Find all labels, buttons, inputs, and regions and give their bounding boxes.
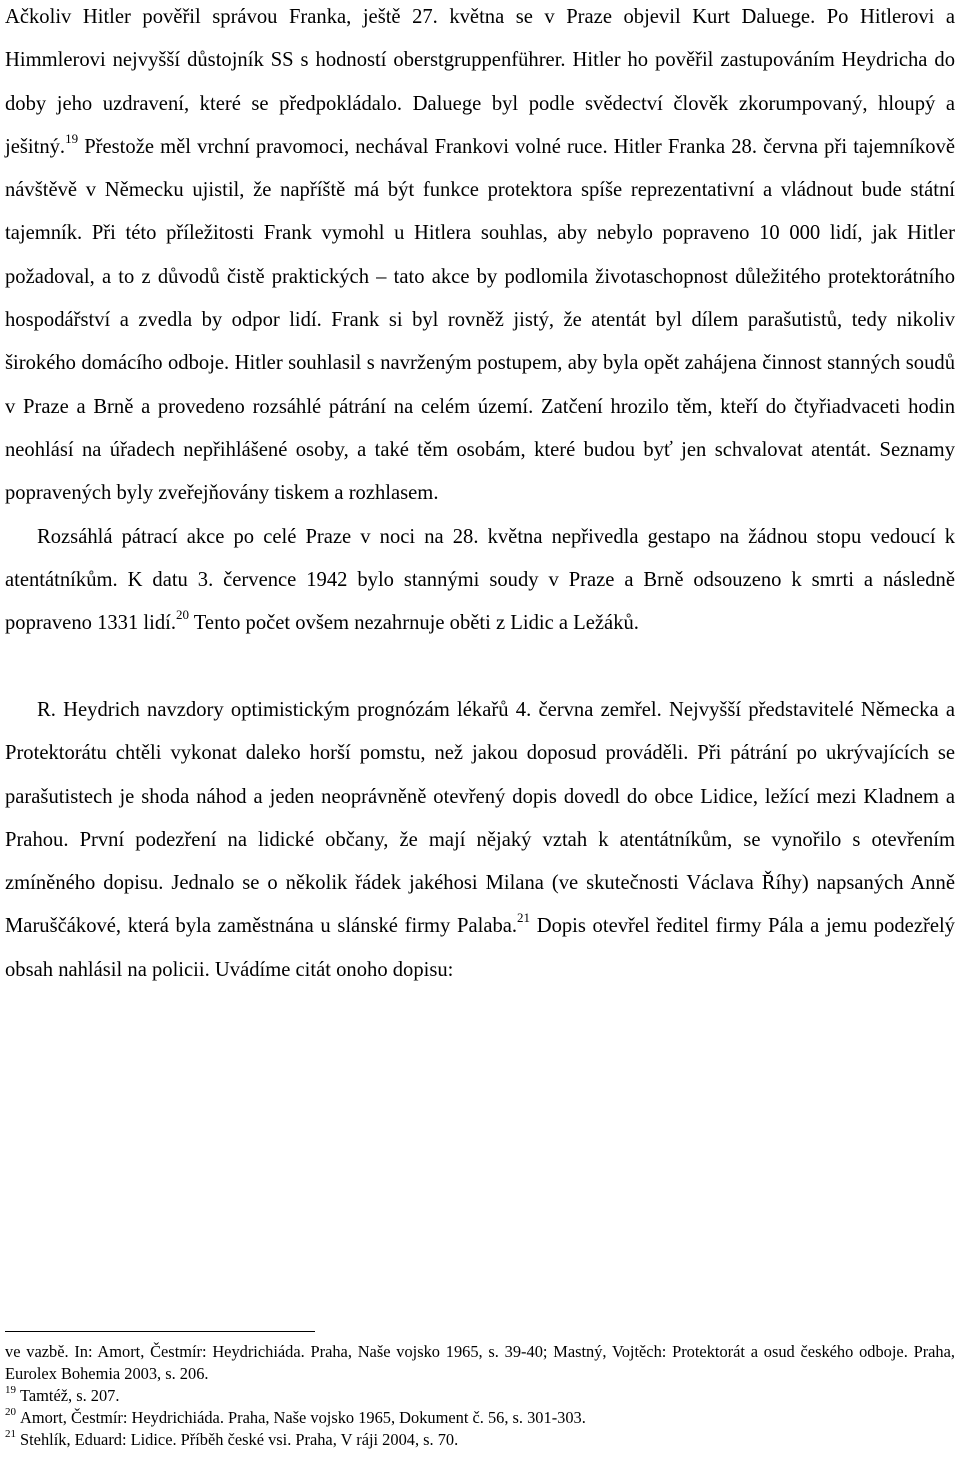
document-page: [5, 0, 955, 992]
footnote-ref-21[interactable]: 21: [517, 910, 531, 926]
footnote-number: 19: [5, 1384, 16, 1396]
paragraph-text: R. Heydrich navzdory optimistickým prognózám lékařů 4. června zemřel. Nejvyšší představitelé Německa a Protektorátu chtěli vykonat daleko horší pomstu, než jakou doposud prováděli. Při pátrání po ukrývajících se parašutistech je shoda náhod a jeden neoprávněně otevřený dopis dovedl do obce Lidice, ležící mezi Kladnem a Prahou. První podezření na lidické občany, že mají nějaký vztah k atentátníkům, se vynořilo s otevřením zmíněného dopisu. Jednalo se o několik řádek jakéhosi Milana (ve skutečnosti Václava Říhy) napsaných Anně Maruščákové, která byla zaměstnána u slánské firmy Palaba.: [5, 698, 955, 938]
footnote-text: Tamtéž, s. 207.: [20, 1386, 120, 1405]
footnote-21: [5, 1429, 955, 1451]
paragraph-text: Rozsáhlá pátrací akce po celé Praze v noci na 28. května nepřivedla gestapo na žádnou stopu vedoucí k atentátníkům. K datu 3. července 1942 bylo stannými soudy v Praze a Brně odsouzeno k smrti a následně popraveno 1331 lidí.: [5, 525, 955, 635]
footnote-20: [5, 1407, 955, 1429]
footnote-text: Amort, Čestmír: Heydrichiáda. Praha, Naše vojsko 1965, Dokument č. 56, s. 301-303.: [20, 1408, 586, 1427]
paragraph-text: Přestože měl vrchní pravomoci, nechával Frankovi volné ruce. Hitler Franka 28. června při tajemníkově návštěvě v Německu ujistil, že napříště má být funkce protektora spíše reprezentativní a vládnout bude státní tajemník. Při této příležitosti Frank vymohl u Hitlera souhlas, aby nebylo popraveno 10 000 lidí, jak Hitler požadoval, a to z důvodů čistě praktických – tato akce by podlomila životaschopnost důležitého protektorátního hospodářství a zvedla by odpor lidí. Frank si byl rovněž jistý, že atentát byl dílem parašutistů, tedy nikoliv širokého domácího odboje. Hitler souhlasil s navrženým postupem, aby byla opět zahájena činnost stanných soudů v Praze a Brně a provedeno rozsáhlé pátrání na celém území. Zatčení hrozilo těm, kteří do čtyřiadvaceti hodin neohlásí na úřadech nepřihlášené osoby, a také těm osobám, které budou byť jen schvalovat atentát. Seznamy popravených byly zveřejňovány tiskem a rozhlasem.: [5, 135, 955, 505]
footnote-continuation: ve vazbě. In: Amort, Čestmír: Heydrichiáda. Praha, Naše vojsko 1965, s. 39-40; Mastný, Vojtěch: Protektorát a osud českého odboje. Praha, Eurolex Bohemia 2003, s. 206.: [5, 1342, 955, 1383]
footnote-text: Stehlík, Eduard: Lidice. Příběh české vsi. Praha, V ráji 2004, s. 70.: [20, 1430, 459, 1449]
paragraph-text: Ačkoliv Hitler pověřil správou Franka, ještě 27. května se v Praze objevil Kurt Daluege. Po Hitlerovi a Himmlerovi nejvyšší důstojník SS s hodností oberstgruppenführer. Hitler ho pověřil zastupováním Heydricha do doby jeho uzdravení, které se předpokládalo. Daluege byl podle svědectví člověk zkorumpovaný, hloupý a ješitný.: [5, 6, 955, 158]
footnote-ref-19[interactable]: 19: [65, 130, 79, 146]
footnotes-section: [5, 1331, 955, 1451]
paragraph-text: Dopis otevřel ředitel firmy Pála a jemu podezřelý obsah nahlásil na policii. Uvádíme citát onoho dopisu:: [5, 915, 955, 981]
footnote-number: 20: [5, 1406, 16, 1418]
paragraph-daluege: [5, 0, 955, 516]
footnote-separator: [5, 1331, 315, 1332]
paragraph-search-action: [5, 516, 955, 646]
footnote-19: [5, 1385, 955, 1407]
footnote-ref-20[interactable]: 20: [176, 607, 190, 623]
paragraph-text: Tento počet ovšem nezahrnuje oběti z Lidic a Ležáků.: [189, 612, 639, 635]
paragraph-heydrich-death: [5, 689, 955, 992]
footnote-number: 21: [5, 1428, 16, 1440]
